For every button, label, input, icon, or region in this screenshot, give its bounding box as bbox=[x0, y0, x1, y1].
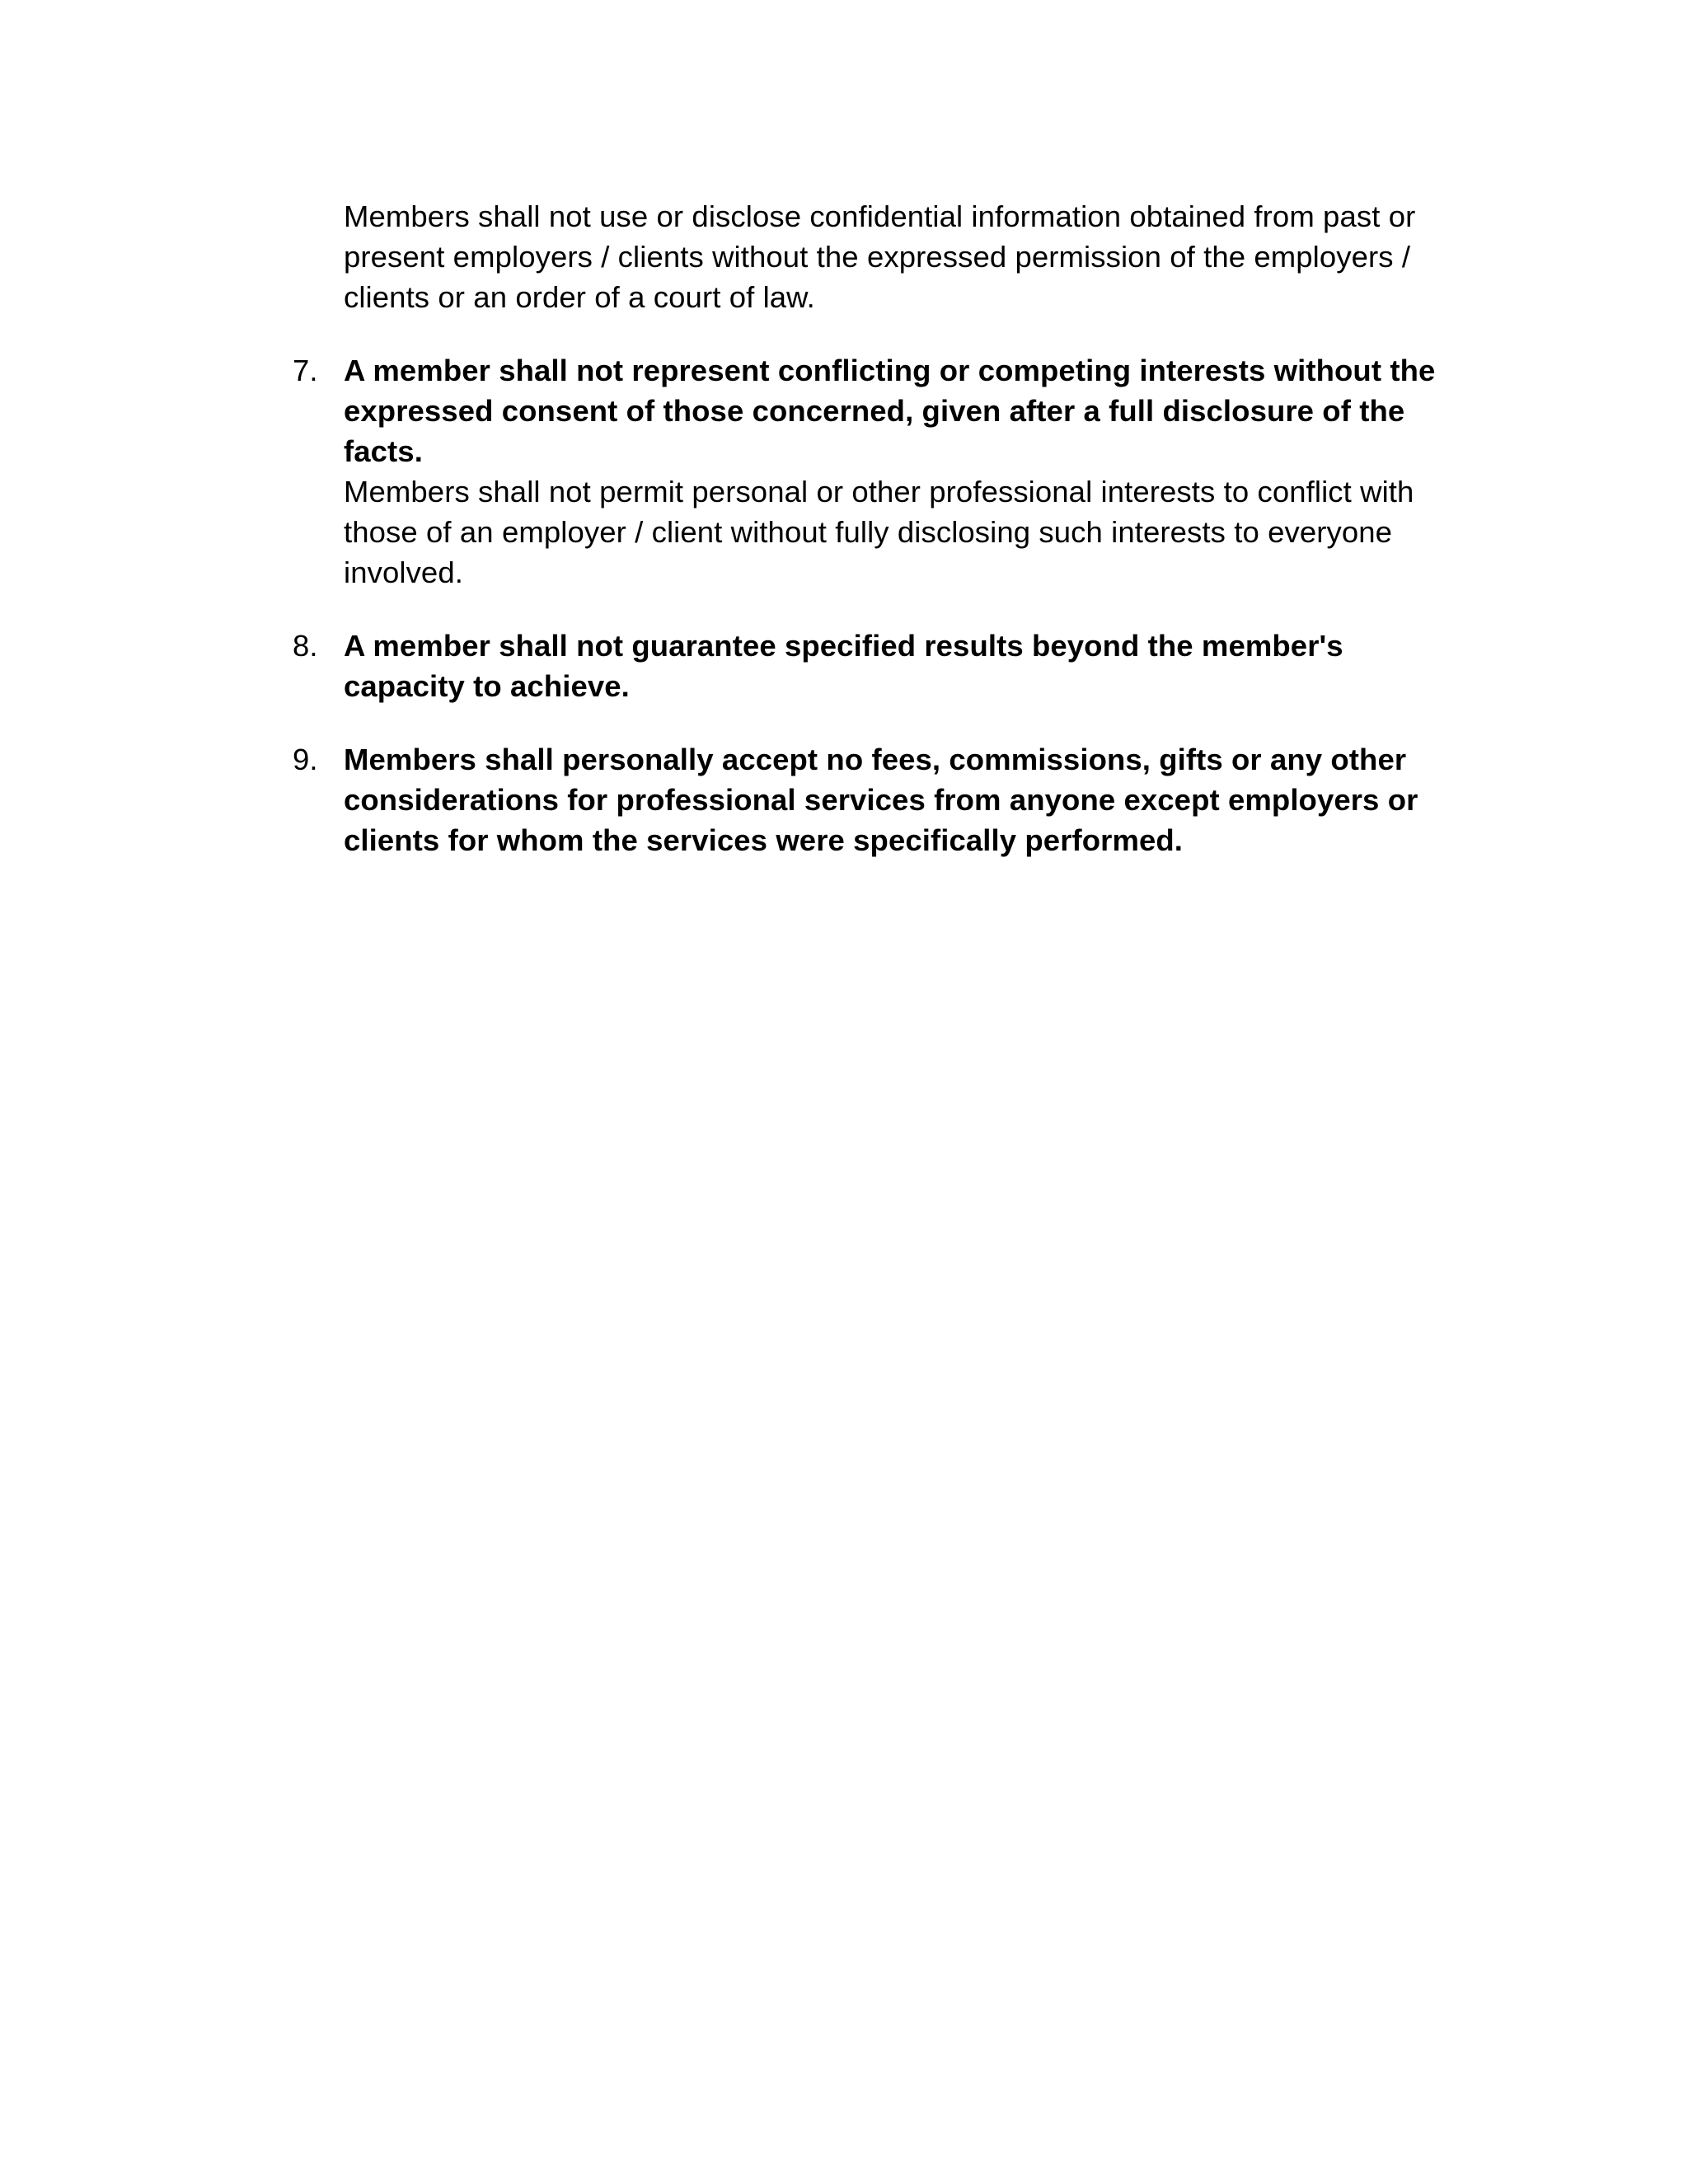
document-content bbox=[293, 196, 1447, 893]
list-item-9 bbox=[293, 739, 1447, 860]
list-item-number: 9. bbox=[293, 743, 318, 776]
list-item-8 bbox=[293, 626, 1447, 706]
list-item-number: 7. bbox=[293, 354, 318, 387]
list-item-number: 8. bbox=[293, 629, 318, 663]
continuation-paragraph bbox=[293, 196, 1447, 317]
list-item-heading: A member shall not guarantee specified results beyond the member's capacity to achieve. bbox=[344, 629, 1343, 703]
continuation-text: Members shall not use or disclose confidential information obtained from past or present employers / clients without the expressed permission of the employers / clients or an order of a court of law. bbox=[344, 199, 1416, 314]
list-item-body: Members shall not permit personal or other professional interests to conflict with those of an employer / client without fully disclosing such interests to everyone involved. bbox=[344, 475, 1414, 589]
list-item-heading: Members shall personally accept no fees, commissions, gifts or any other considerations for professional services from anyone except employers or clients for whom the services were specifically performed. bbox=[344, 743, 1418, 857]
list-item-heading: A member shall not represent conflicting or competing interests without the expressed consent of those concerned, given after a full disclosure of the facts. bbox=[344, 354, 1436, 468]
list-item-7 bbox=[293, 350, 1447, 593]
